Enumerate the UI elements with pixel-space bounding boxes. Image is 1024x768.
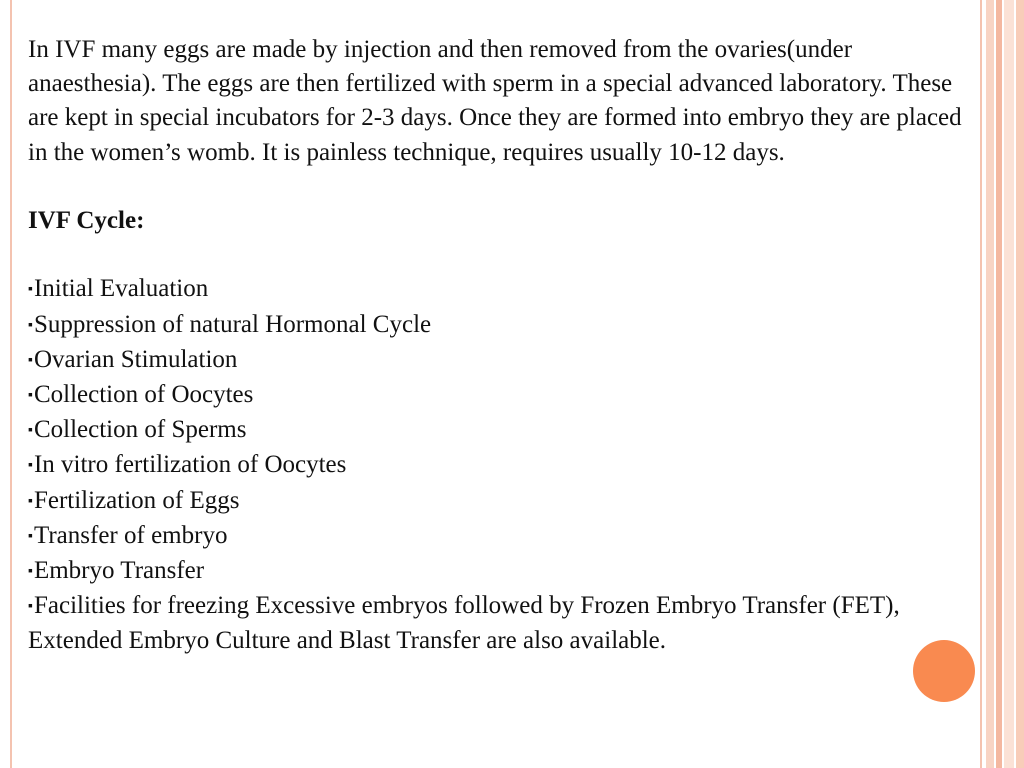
list-item-label: Collection of Oocytes bbox=[33, 381, 254, 408]
bullet-icon: ▪ bbox=[28, 528, 33, 544]
spacer bbox=[28, 170, 973, 204]
bullet-icon: ▪ bbox=[28, 282, 33, 298]
list-item-label: In vitro fertilization of Oocytes bbox=[33, 451, 347, 479]
list-item-label: Ovarian Stimulation bbox=[33, 345, 238, 373]
list-item bbox=[28, 589, 973, 658]
bullet-icon: ▪ bbox=[28, 599, 33, 615]
list-item bbox=[28, 554, 973, 589]
intro-paragraph: In IVF many eggs are made by injection and then removed from the ovaries(under anaesthesia). The eggs are then fertilized with sperm in a special advanced laboratory. These are kept in special incubators for 2-3 days. Once they are formed into embryo they are placed in the women’s womb. It is painless technique, requires usually 10-12 days. bbox=[28, 36, 962, 166]
bullet-icon: ▪ bbox=[28, 564, 33, 580]
list-item bbox=[28, 343, 973, 378]
list-item-label: Collection of Sperms bbox=[33, 416, 247, 444]
right-decorative-stripe bbox=[986, 0, 994, 768]
list-item-label: Initial Evaluation bbox=[33, 275, 209, 303]
right-decorative-stripe bbox=[980, 0, 982, 768]
left-border-line bbox=[10, 0, 12, 768]
bullet-icon: ▪ bbox=[28, 352, 33, 368]
list-item-label: Suppression of natural Hormonal Cycle bbox=[33, 310, 432, 338]
list-item bbox=[28, 413, 973, 448]
list-item bbox=[28, 519, 973, 554]
bullet-icon: ▪ bbox=[28, 388, 33, 403]
list-item bbox=[28, 378, 973, 413]
list-item bbox=[28, 484, 973, 519]
list-item-label: Transfer of embryo bbox=[33, 521, 228, 549]
right-decorative-stripe bbox=[1016, 0, 1024, 768]
slide-content bbox=[28, 33, 973, 659]
right-decorative-stripe bbox=[1004, 0, 1014, 768]
right-decorative-stripe bbox=[996, 0, 1002, 768]
list-item bbox=[28, 272, 973, 307]
section-heading: IVF Cycle: bbox=[28, 207, 145, 234]
list-item bbox=[28, 308, 973, 343]
bullet-icon: ▪ bbox=[28, 423, 33, 439]
list-item-label: Facilities for freezing Excessive embryos followed by Frozen Embryo Transfer (FET), Extended Embryo Culture and Blast Transfer are also available. bbox=[28, 592, 900, 655]
ivf-cycle-list bbox=[28, 272, 973, 658]
spacer bbox=[28, 238, 973, 272]
bullet-icon: ▪ bbox=[28, 458, 33, 474]
list-item-label: Fertilization of Eggs bbox=[33, 486, 240, 514]
bullet-icon: ▪ bbox=[28, 493, 33, 509]
list-item-label: Embryo Transfer bbox=[33, 557, 205, 585]
bullet-icon: ▪ bbox=[28, 317, 33, 333]
list-item bbox=[28, 448, 973, 483]
